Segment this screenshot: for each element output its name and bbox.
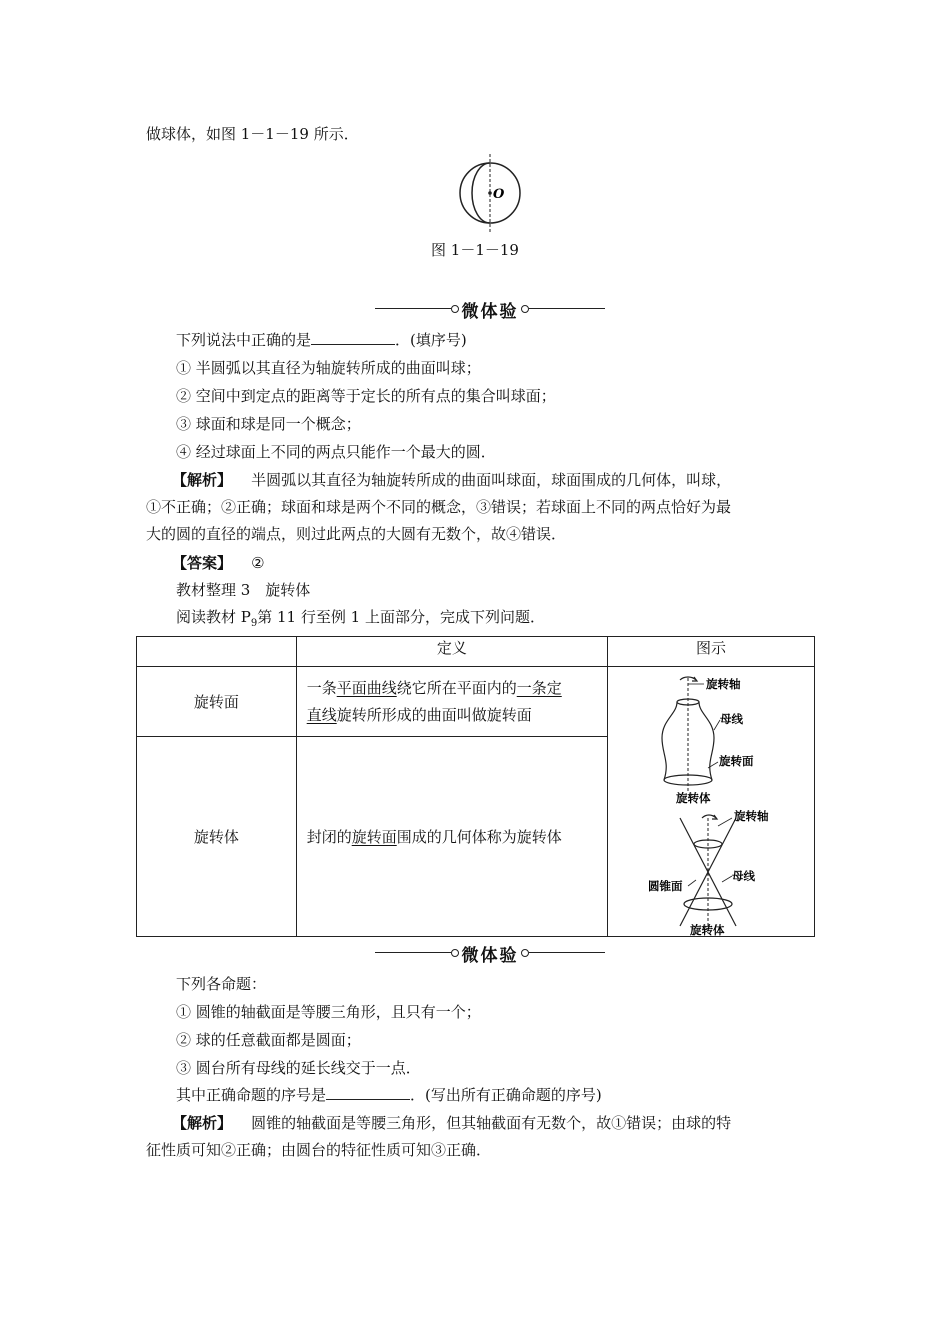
option-2: ② 球的任意截面都是圆面； bbox=[176, 1031, 361, 1049]
section-heading: 教材整理 3 旋转体 bbox=[176, 581, 311, 599]
label-upper-surface: 旋转面 bbox=[718, 753, 754, 768]
table-header-row bbox=[137, 637, 815, 667]
option-3: ③ 球面和球是同一个概念； bbox=[176, 415, 361, 433]
instruction-text: 阅读教材 P bbox=[176, 608, 251, 626]
upper-left-profile bbox=[662, 702, 677, 780]
definition-cell bbox=[296, 667, 607, 737]
ask-text: 其中正确命题的序号是 bbox=[176, 1086, 327, 1104]
upper-right-profile bbox=[699, 702, 714, 780]
vase-figure bbox=[662, 677, 714, 793]
option-1: ① 半圆弧以其直径为轴旋转所成的曲面叫球； bbox=[176, 359, 481, 377]
analysis-text: 半圆弧以其直径为轴旋转所成的曲面叫球面，球面围成的几何体，叫球， bbox=[251, 471, 732, 489]
center-label: O bbox=[493, 187, 505, 202]
def-text: 一条 bbox=[306, 678, 337, 697]
answer-blank[interactable] bbox=[326, 1085, 410, 1100]
analysis-line-1 bbox=[172, 470, 731, 490]
definition-table bbox=[136, 636, 815, 937]
analysis-tag: 【解析】 bbox=[172, 1114, 233, 1132]
analysis-line-2: ①不正确；②正确；球面和球是两个不同的概念，③错误；若球面上不同的两点恰好为最 bbox=[146, 498, 732, 516]
def-text: 绕它所在平面内的 bbox=[396, 678, 517, 697]
ask-suffix: ．(写出所有正确命题的序号) bbox=[410, 1086, 602, 1104]
sphere-figure bbox=[455, 152, 525, 234]
question-ask bbox=[176, 1085, 602, 1105]
definition-cell bbox=[296, 737, 607, 937]
def-text: 围成的几何体称为旋转体 bbox=[396, 828, 562, 846]
banner-title: 微体验 bbox=[461, 946, 519, 966]
option-2: ② 空间中到定点的距离等于定长的所有点的集合叫球面； bbox=[176, 387, 556, 405]
def-text: 封闭的 bbox=[306, 828, 352, 846]
analysis-line-1 bbox=[172, 1113, 731, 1133]
header-cell-figure: 图示 bbox=[607, 637, 814, 667]
def-underlined: 直线 bbox=[306, 705, 337, 724]
def-underlined: 旋转面 bbox=[351, 828, 397, 846]
term-cell: 旋转面 bbox=[137, 667, 297, 737]
rotation-figures bbox=[608, 668, 813, 936]
stem-suffix: ．(填序号) bbox=[395, 331, 467, 349]
def-underlined: 一条定 bbox=[516, 678, 562, 697]
answer-blank[interactable] bbox=[311, 330, 395, 345]
label-upper-body: 旋转体 bbox=[675, 790, 711, 805]
semicircle-arc bbox=[472, 163, 490, 223]
section-instruction bbox=[176, 607, 545, 634]
instruction-text-rest: 第 11 行至例 1 上面部分，完成下列问题． bbox=[257, 608, 545, 626]
micro-experience-banner bbox=[375, 297, 605, 321]
def-underlined: 平面曲线 bbox=[336, 678, 397, 697]
leader-line bbox=[722, 876, 732, 882]
header-cell-empty bbox=[137, 637, 297, 667]
header-cell-definition: 定义 bbox=[296, 637, 607, 667]
intro-text: 做球体，如图 1－1－19 所示． bbox=[146, 125, 359, 143]
center-point bbox=[488, 191, 492, 195]
micro-experience-banner bbox=[375, 941, 605, 965]
option-3: ③ 圆台所有母线的延长线交于一点． bbox=[176, 1059, 421, 1077]
option-4: ④ 经过球面上不同的两点只能作一个最大的圆． bbox=[176, 443, 496, 461]
term-cell: 旋转体 bbox=[137, 737, 297, 937]
label-lower-body: 旋转体 bbox=[689, 922, 725, 936]
option-1: ① 圆锥的轴截面是等腰三角形，且只有一个； bbox=[176, 1003, 481, 1021]
label-lower-cone: 圆锥面 bbox=[647, 878, 683, 893]
banner-title: 微体验 bbox=[461, 302, 519, 322]
stem-text: 下列说法中正确的是 bbox=[176, 331, 312, 349]
page-subscript: 9 bbox=[250, 618, 258, 629]
table-row bbox=[137, 667, 815, 737]
analysis-tag: 【解析】 bbox=[172, 471, 233, 489]
figure-cell bbox=[607, 667, 814, 937]
leader-line bbox=[688, 880, 696, 886]
leader-line bbox=[718, 818, 732, 826]
label-upper-axis: 旋转轴 bbox=[705, 676, 741, 691]
analysis-line-2: 征性质可知②正确；由圆台的特征性质可知③正确． bbox=[146, 1141, 492, 1159]
analysis-line-3: 大的圆的直径的端点，则过此两点的大圆有无数个，故④错误． bbox=[146, 525, 567, 543]
answer-tag: 【答案】 bbox=[172, 554, 233, 572]
figure-caption: 图 1－1－19 bbox=[431, 241, 519, 259]
answer-line bbox=[172, 553, 265, 573]
question-stem bbox=[176, 330, 467, 350]
def-text: 旋转所形成的曲面叫做旋转面 bbox=[336, 705, 532, 724]
question-stem: 下列各命题： bbox=[176, 975, 267, 993]
label-lower-axis: 旋转轴 bbox=[733, 808, 769, 823]
analysis-text: 圆锥的轴截面是等腰三角形，但其轴截面有无数个，故①错误；由球的特 bbox=[251, 1114, 732, 1132]
cone-figure bbox=[680, 815, 736, 930]
label-lower-generatrix: 母线 bbox=[731, 868, 755, 883]
label-upper-generatrix: 母线 bbox=[719, 711, 743, 726]
answer-value: ② bbox=[251, 554, 265, 572]
